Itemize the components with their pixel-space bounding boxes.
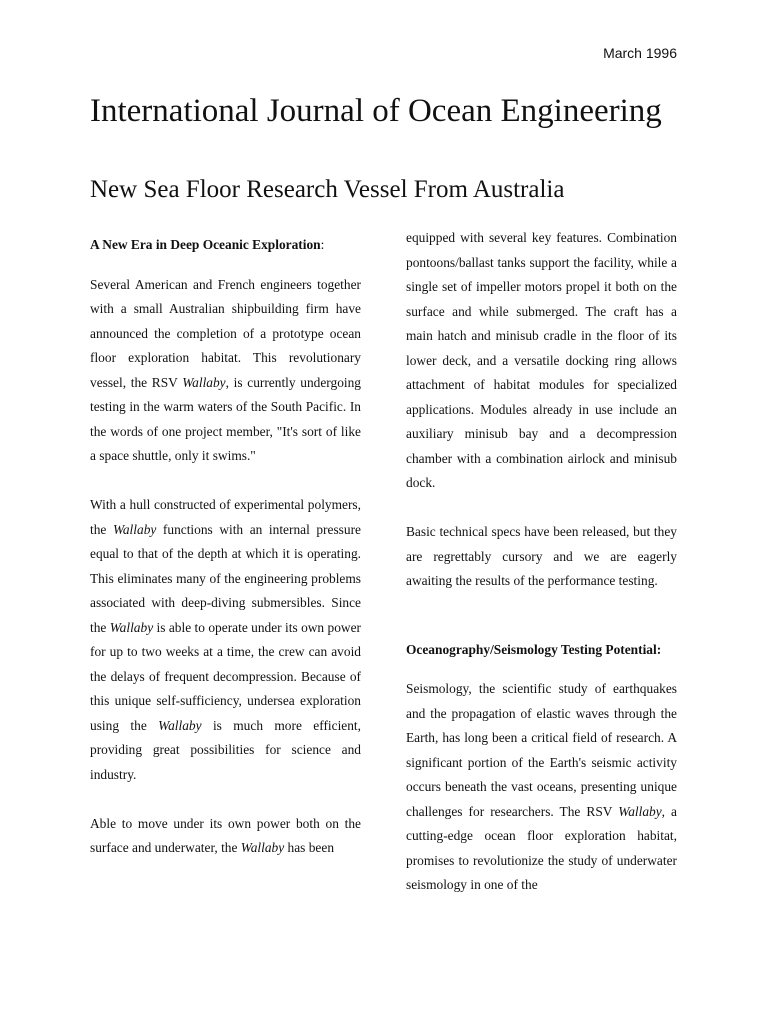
text-run: , is currently undergoing testing in the warm waters of the South Pacific. In the words of one project member, "It's sort of like a space shuttle, only it swims." [90, 374, 361, 463]
vessel-name: Wallaby [109, 619, 154, 635]
paragraph: Basic technical specs have been released, but they are regrettably cursory and we are eagerly awaiting the results of the performance testing. [406, 524, 677, 588]
text-run: Seismology, the scientific study of earthquakes and the propagation of elastic waves through the Earth, has long been a critical field of research. A significant portion of the Earth's seismic activity occurs beneath the vast oceans, presenting unique challenges for researchers. The RSV [406, 681, 677, 819]
subheading [406, 638, 677, 663]
right-column [406, 226, 677, 922]
text-run: functions with an internal pressure equal to that of the depth at which it is operating. This eliminates many of the engineering problems associated with deep-diving submersibles. Since the [90, 521, 361, 635]
text-run: is much more efficient, providing great possibilities for science and industry. [90, 717, 362, 782]
text-run: With a hull constructed of experimental polymers, the [90, 497, 361, 537]
left-column [90, 233, 361, 885]
date-label: March 1996 [603, 45, 677, 61]
subheading-text: Oceanography/Seismology Testing Potential: [406, 641, 662, 657]
text-run: has been [284, 840, 335, 855]
paragraph [90, 493, 361, 787]
vessel-name: Wallaby [112, 521, 157, 537]
vessel-name: Wallaby [240, 840, 285, 855]
text-run: Several American and French engineers together with a small Australian shipbuilding firm have announced the completion of a prototype ocean floor exploration habitat. This revolutionary vessel, the RSV [90, 276, 361, 390]
journal-title: International Journal of Ocean Engineering [90, 93, 662, 129]
paragraph [90, 273, 361, 469]
section-heading-colon: : [320, 237, 325, 252]
section-heading [90, 233, 361, 258]
article-title: New Sea Floor Research Vessel From Australia [90, 176, 565, 203]
vessel-name: Wallaby [618, 803, 662, 819]
text-run: , a cutting-edge ocean floor exploration habitat, promises to revolutionize the study of underwater seismology in one of the [406, 803, 678, 892]
vessel-name: Wallaby [182, 374, 226, 390]
vessel-name: Wallaby [158, 717, 202, 733]
paragraph [406, 677, 677, 898]
section-heading-text: A New Era in Deep Oceanic Exploration [90, 237, 321, 252]
paragraph [90, 812, 361, 861]
paragraph: equipped with several key features. Combination pontoons/ballast tanks support the facility, while a single set of impeller motors propel it both on the surface and while submerged. The craft has a main hatch and minisub cradle in the floor of its lower deck, and a versatile docking ring allows attachment of habitat modules for specialized applications. Modules already in use include an auxiliary minisub bay and a decompression chamber with a combination airlock and minisub dock. [406, 230, 677, 490]
text-run: Able to move under its own power both on the surface and underwater, the [90, 815, 361, 855]
text-run: is able to operate under its own power for up to two weeks at a time, the crew can avoid the delays of frequent decompression. Because of this unique self-sufficiency, undersea exploration using the [90, 619, 361, 733]
